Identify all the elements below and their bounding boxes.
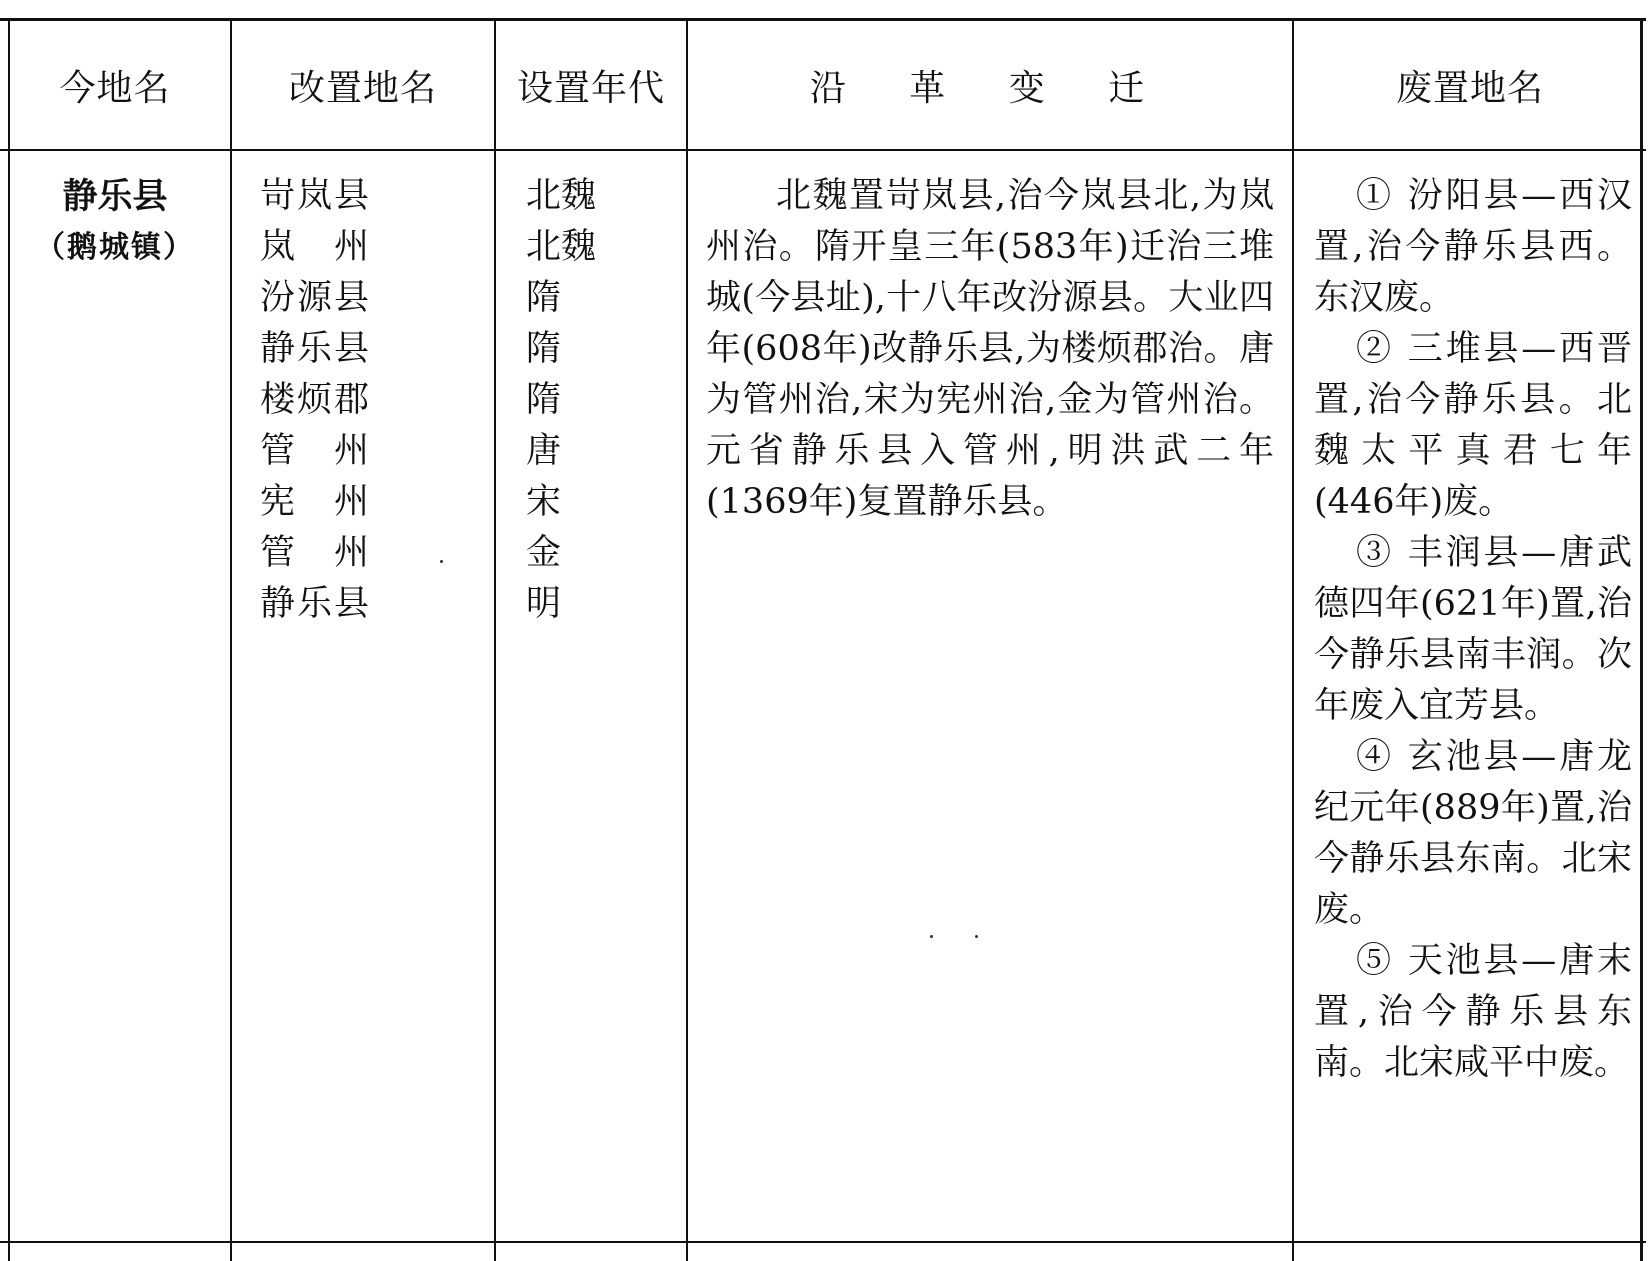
current-name: 静乐县 (62, 176, 168, 217)
scan-speck (440, 560, 443, 563)
current-name-sub: （鹅城镇） (35, 230, 195, 265)
scan-speck (930, 935, 933, 938)
era: 隋 (526, 329, 562, 369)
changed-names-cell (232, 171, 494, 630)
era: 明 (526, 584, 562, 624)
abolished-item: ② 三堆县—西晋置,治今静乐县。北魏太平真君七年(446年)废。 (1314, 329, 1632, 522)
changed-name: 楼烦郡 (260, 380, 372, 420)
current-name-cell (0, 171, 230, 273)
era: 唐 (526, 431, 562, 471)
era: 隋 (526, 278, 562, 318)
scan-speck (975, 935, 978, 938)
header-current-name: 今地名 (59, 68, 171, 109)
header-changed-name: 改置地名 (288, 68, 437, 109)
abolished-item: ③ 丰润县—唐武德四年(621年)置,治今静乐县南丰润。次年废入宜芳县。 (1314, 533, 1632, 726)
header-abolished-name: 废置地名 (1395, 68, 1544, 109)
era: 宋 (526, 482, 562, 522)
abolished-item: ① 汾阳县—西汉置,治今静乐县西。东汉废。 (1314, 176, 1632, 318)
era: 金 (526, 533, 562, 573)
era: 北魏 (526, 176, 597, 216)
changed-name: 宪 州 (260, 482, 372, 522)
era: 隋 (526, 380, 562, 420)
eras-cell (496, 171, 686, 630)
abolished-item: ④ 玄池县—唐龙纪元年(889年)置,治今静乐县东南。北宋废。 (1314, 737, 1632, 930)
changed-name: 静乐县 (260, 329, 372, 369)
changed-name: 静乐县 (260, 584, 372, 624)
abolished-item: ⑤ 天池县—唐末置,治今静乐县东南。北宋咸平中废。 (1314, 941, 1632, 1083)
row-divider (0, 1241, 1646, 1243)
changed-name: 汾源县 (260, 278, 372, 318)
changed-name: 岢岚县 (260, 176, 372, 216)
changed-name: 管 州 (260, 431, 372, 471)
history-text: 北魏置岢岚县,治今岚县北,为岚州治。隋开皇三年(583年)迁治三堆城(今县址),十八年改汾源县。大业四年(608年)改静乐县,为楼烦郡治。唐为管州治,宋为宪州治,金为管州治。元省静乐县入管州,明洪武二年(1369年)复置静乐县。 (706, 176, 1274, 522)
header-history: 沿 革 变 迁 (809, 68, 1171, 109)
era: 北魏 (526, 227, 597, 267)
history-table (0, 18, 1646, 1261)
changed-name: 岚 州 (260, 227, 372, 267)
header-era: 设置年代 (516, 68, 665, 109)
changed-name: 管 州 (260, 533, 372, 573)
abolished-names-cell (1294, 171, 1646, 1089)
